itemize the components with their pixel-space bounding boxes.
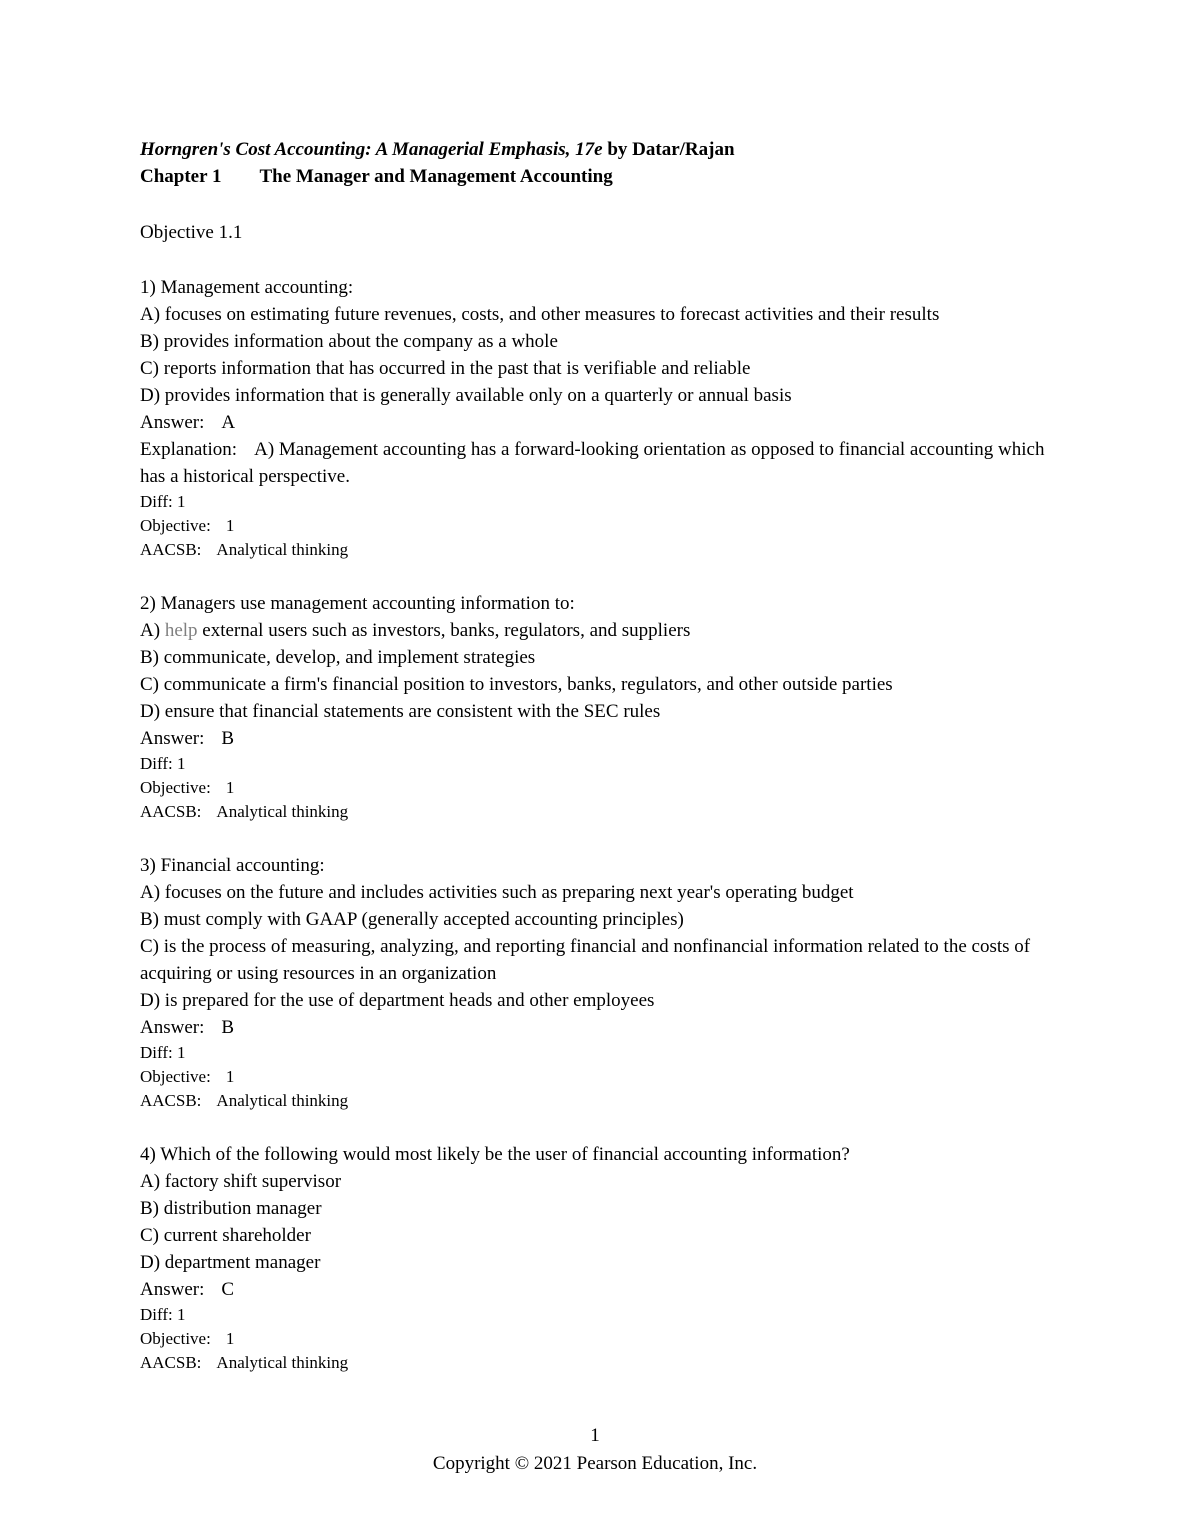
aacsb-value: Analytical thinking bbox=[216, 540, 349, 559]
objective-value: 1 bbox=[225, 516, 235, 535]
diff-line: Diff: 1 bbox=[140, 754, 186, 773]
explanation-line bbox=[140, 436, 1052, 490]
answer-option-a bbox=[140, 617, 1052, 644]
objective-value: 1 bbox=[225, 1329, 235, 1348]
aacsb-label: AACSB: bbox=[140, 540, 202, 559]
objective-label: Objective: bbox=[140, 778, 211, 797]
question-block-4 bbox=[140, 1141, 1052, 1375]
answer-option-d: D) ensure that financial statements are consistent with the SEC rules bbox=[140, 701, 661, 722]
question-block-2 bbox=[140, 590, 1052, 824]
diff-line: Diff: 1 bbox=[140, 492, 186, 511]
page-number: 1 bbox=[590, 1425, 600, 1446]
objective-label: Objective: bbox=[140, 516, 211, 535]
answer-option-b: B) distribution manager bbox=[140, 1198, 322, 1219]
objective-line bbox=[140, 1065, 1052, 1089]
answer-label: Answer: bbox=[140, 1017, 205, 1038]
diff-line: Diff: 1 bbox=[140, 1043, 186, 1062]
objective-line bbox=[140, 776, 1052, 800]
diff-line: Diff: 1 bbox=[140, 1305, 186, 1324]
option-a-highlight: help bbox=[164, 620, 198, 641]
aacsb-label: AACSB: bbox=[140, 1353, 202, 1372]
aacsb-label: AACSB: bbox=[140, 802, 202, 821]
aacsb-line bbox=[140, 800, 1052, 824]
objective-value: 1 bbox=[225, 778, 235, 797]
objective-label: Objective: bbox=[140, 1329, 211, 1348]
answer-value: B bbox=[221, 728, 235, 749]
answer-label: Answer: bbox=[140, 412, 205, 433]
answer-value: A bbox=[221, 412, 236, 433]
copyright-line: Copyright © 2021 Pearson Education, Inc. bbox=[432, 1453, 758, 1474]
answer-option-c: C) reports information that has occurred in the past that is verifiable and reliable bbox=[140, 358, 751, 379]
aacsb-line bbox=[140, 1351, 1052, 1375]
answer-line bbox=[140, 1276, 1052, 1303]
question-stem: 4) Which of the following would most likely be the user of financial accounting information? bbox=[140, 1144, 850, 1165]
book-title-author: by Datar/Rajan bbox=[602, 139, 735, 160]
objective-label: Objective: bbox=[140, 1067, 211, 1086]
question-stem: 2) Managers use management accounting information to: bbox=[140, 593, 575, 614]
option-a-rest: external users such as investors, banks, regulators, and suppliers bbox=[197, 620, 691, 641]
objective-line bbox=[140, 1327, 1052, 1351]
aacsb-line bbox=[140, 538, 1052, 562]
chapter-line bbox=[140, 163, 1052, 190]
book-title bbox=[140, 136, 1052, 163]
answer-option-b: B) communicate, develop, and implement strategies bbox=[140, 647, 536, 668]
chapter-title: The Manager and Management Accounting bbox=[259, 166, 613, 187]
aacsb-value: Analytical thinking bbox=[216, 802, 349, 821]
answer-option-a: A) focuses on the future and includes activities such as preparing next year's operating budget bbox=[140, 882, 854, 903]
question-block-1 bbox=[140, 274, 1052, 562]
answer-label: Answer: bbox=[140, 728, 205, 749]
aacsb-value: Analytical thinking bbox=[216, 1353, 349, 1372]
answer-option-b: B) must comply with GAAP (generally accepted accounting principles) bbox=[140, 909, 684, 930]
answer-option-d: D) is prepared for the use of department heads and other employees bbox=[140, 990, 655, 1011]
answer-option-a: A) focuses on estimating future revenues, costs, and other measures to forecast activities and their results bbox=[140, 304, 940, 325]
answer-line bbox=[140, 1014, 1052, 1041]
answer-option-d: D) department manager bbox=[140, 1252, 321, 1273]
chapter-label: Chapter 1 bbox=[140, 166, 222, 187]
objective-value: 1 bbox=[225, 1067, 235, 1086]
option-a-prefix: A) bbox=[140, 620, 165, 641]
answer-option-c: C) communicate a firm's financial position to investors, banks, regulators, and other outside parties bbox=[140, 674, 893, 695]
answer-option-c: C) current shareholder bbox=[140, 1225, 311, 1246]
aacsb-value: Analytical thinking bbox=[216, 1091, 349, 1110]
book-title-italic: Horngren's Cost Accounting: A Managerial Emphasis, 17e bbox=[140, 139, 603, 160]
objective-line bbox=[140, 514, 1052, 538]
answer-option-b: B) provides information about the company as a whole bbox=[140, 331, 558, 352]
answer-line bbox=[140, 409, 1052, 436]
question-stem: 3) Financial accounting: bbox=[140, 855, 325, 876]
question-block-3 bbox=[140, 852, 1052, 1113]
question-stem: 1) Management accounting: bbox=[140, 277, 354, 298]
aacsb-line bbox=[140, 1089, 1052, 1113]
answer-label: Answer: bbox=[140, 1279, 205, 1300]
explanation-label: Explanation: bbox=[140, 439, 238, 460]
answer-option-a: A) factory shift supervisor bbox=[140, 1171, 342, 1192]
answer-value: C bbox=[221, 1279, 235, 1300]
aacsb-label: AACSB: bbox=[140, 1091, 202, 1110]
objective-heading: Objective 1.1 bbox=[140, 222, 243, 243]
explanation-text: A) Management accounting has a forward-looking orientation as opposed to financial accounting which has a historical perspective. bbox=[140, 439, 1045, 487]
answer-line bbox=[140, 725, 1052, 752]
answer-value: B bbox=[221, 1017, 235, 1038]
answer-option-d: D) provides information that is generally available only on a quarterly or annual basis bbox=[140, 385, 792, 406]
answer-option-c: C) is the process of measuring, analyzing, and reporting financial and nonfinancial information related to the costs of acquiring or using resources in an organization bbox=[140, 936, 1031, 984]
page-footer bbox=[0, 1422, 1190, 1478]
